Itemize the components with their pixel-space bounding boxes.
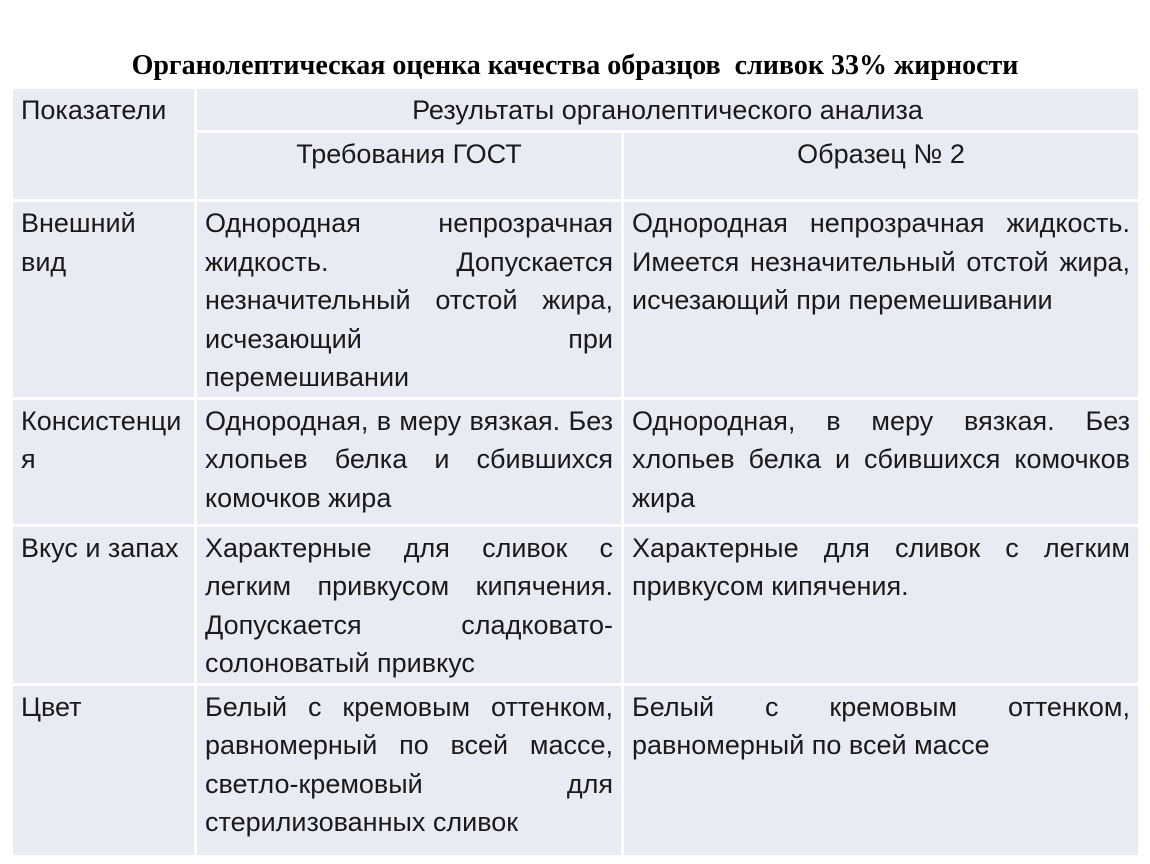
quality-table <box>10 86 1141 858</box>
table-row <box>12 201 1140 399</box>
table-row <box>12 525 1140 684</box>
indicator-cell: Вкус и запах <box>12 525 196 684</box>
table-row <box>12 398 1140 525</box>
gost-cell: Однородная непрозрачная жидкость. Допускается незначительный отстой жира, исчезающий при перемешивании <box>196 201 623 399</box>
indicator-cell: Внешний вид <box>12 201 196 399</box>
indicator-cell: Консистенция <box>12 398 196 525</box>
corner-header: Показатели <box>12 88 196 201</box>
page-title: Органолептическая оценка качества образцов сливок 33% жирности <box>131 50 1019 81</box>
sample-cell: Белый с кремовым оттенком, равномерный по всей массе <box>623 684 1140 856</box>
gost-cell: Однородная, в меру вязкая. Без хлопьев белка и сбившихся комочков жира <box>196 398 623 525</box>
gost-cell: Характерные для сливок с легким привкусом кипячения. Допускается сладковато-солоноватый привкус <box>196 525 623 684</box>
column-header-gost: Требования ГОСТ <box>196 132 623 201</box>
column-header-sample: Образец № 2 <box>623 132 1140 201</box>
sample-cell: Однородная непрозрачная жидкость. Имеется незначительный отстой жира, исчезающий при перемешивании <box>623 201 1140 399</box>
indicator-cell: Цвет <box>12 684 196 856</box>
gost-cell: Белый с кремовым оттенком, равномерный по всей массе, светло-кремовый для стерилизованных сливок <box>196 684 623 856</box>
sample-cell: Однородная, в меру вязкая. Без хлопьев белка и сбившихся комочков жира <box>623 398 1140 525</box>
sample-cell: Характерные для сливок с легким привкусом кипячения. <box>623 525 1140 684</box>
table-row <box>12 684 1140 856</box>
table-header-row <box>12 88 1140 132</box>
group-header: Результаты органолептического анализа <box>196 88 1140 132</box>
